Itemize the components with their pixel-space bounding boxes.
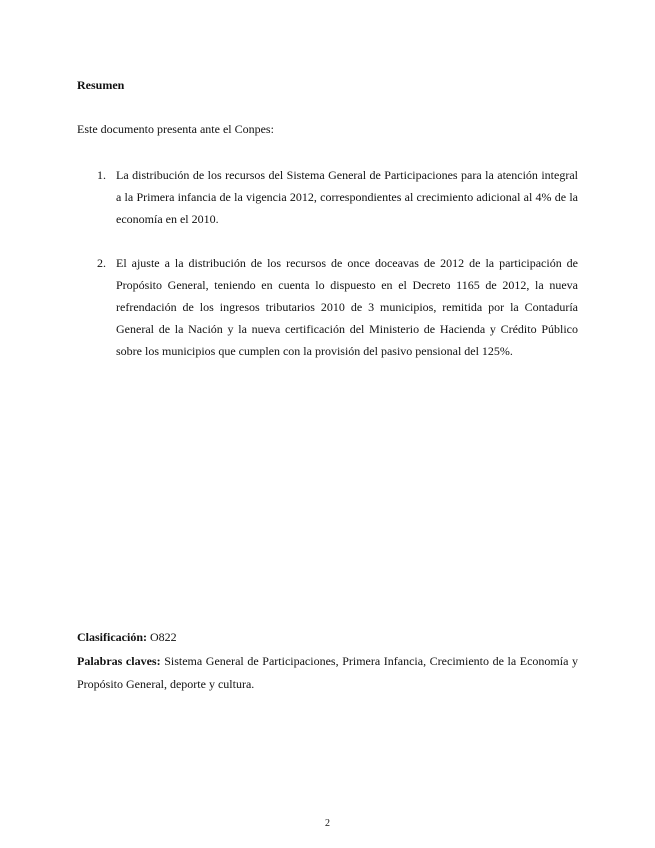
page-number: 2	[325, 818, 330, 829]
section-heading: Resumen	[77, 78, 125, 92]
list-item-text: El ajuste a la distribución de los recursos de once doceavas de 2012 de la participación de Propósito General, teniendo en cuenta lo dispuesto en el Decreto 1165 de 2012, la nueva refrendación de los ingresos tributarios 2010 de 3 municipios, remitida por la Contaduría General de la Nación y la nueva certificación del Ministerio de Hacienda y Crédito Público sobre los municipios que cumplen con la provisión del pasivo pensional del 125%.	[116, 256, 578, 358]
keywords-line	[77, 650, 578, 696]
classification-value: O822	[150, 630, 177, 644]
classification-line	[77, 629, 177, 645]
list-item-text: La distribución de los recursos del Sistema General de Participaciones para la atención integral a la Primera infancia de la vigencia 2012, correspondientes al crecimiento adicional al 4% de la economía en el 2010.	[116, 168, 578, 226]
list-item-number: 2.	[97, 256, 106, 270]
keywords-value: Sistema General de Participaciones, Primera Infancia, Crecimiento de la Economía y Propósito General, deporte y cultura.	[77, 654, 579, 691]
keywords-label: Palabras claves:	[77, 654, 161, 668]
classification-label: Clasificación:	[77, 630, 147, 644]
numbered-list	[77, 164, 578, 384]
intro-paragraph: Este documento presenta ante el Conpes:	[77, 122, 274, 136]
list-item	[77, 252, 578, 362]
list-item	[77, 164, 578, 230]
list-item-number: 1.	[97, 168, 106, 182]
